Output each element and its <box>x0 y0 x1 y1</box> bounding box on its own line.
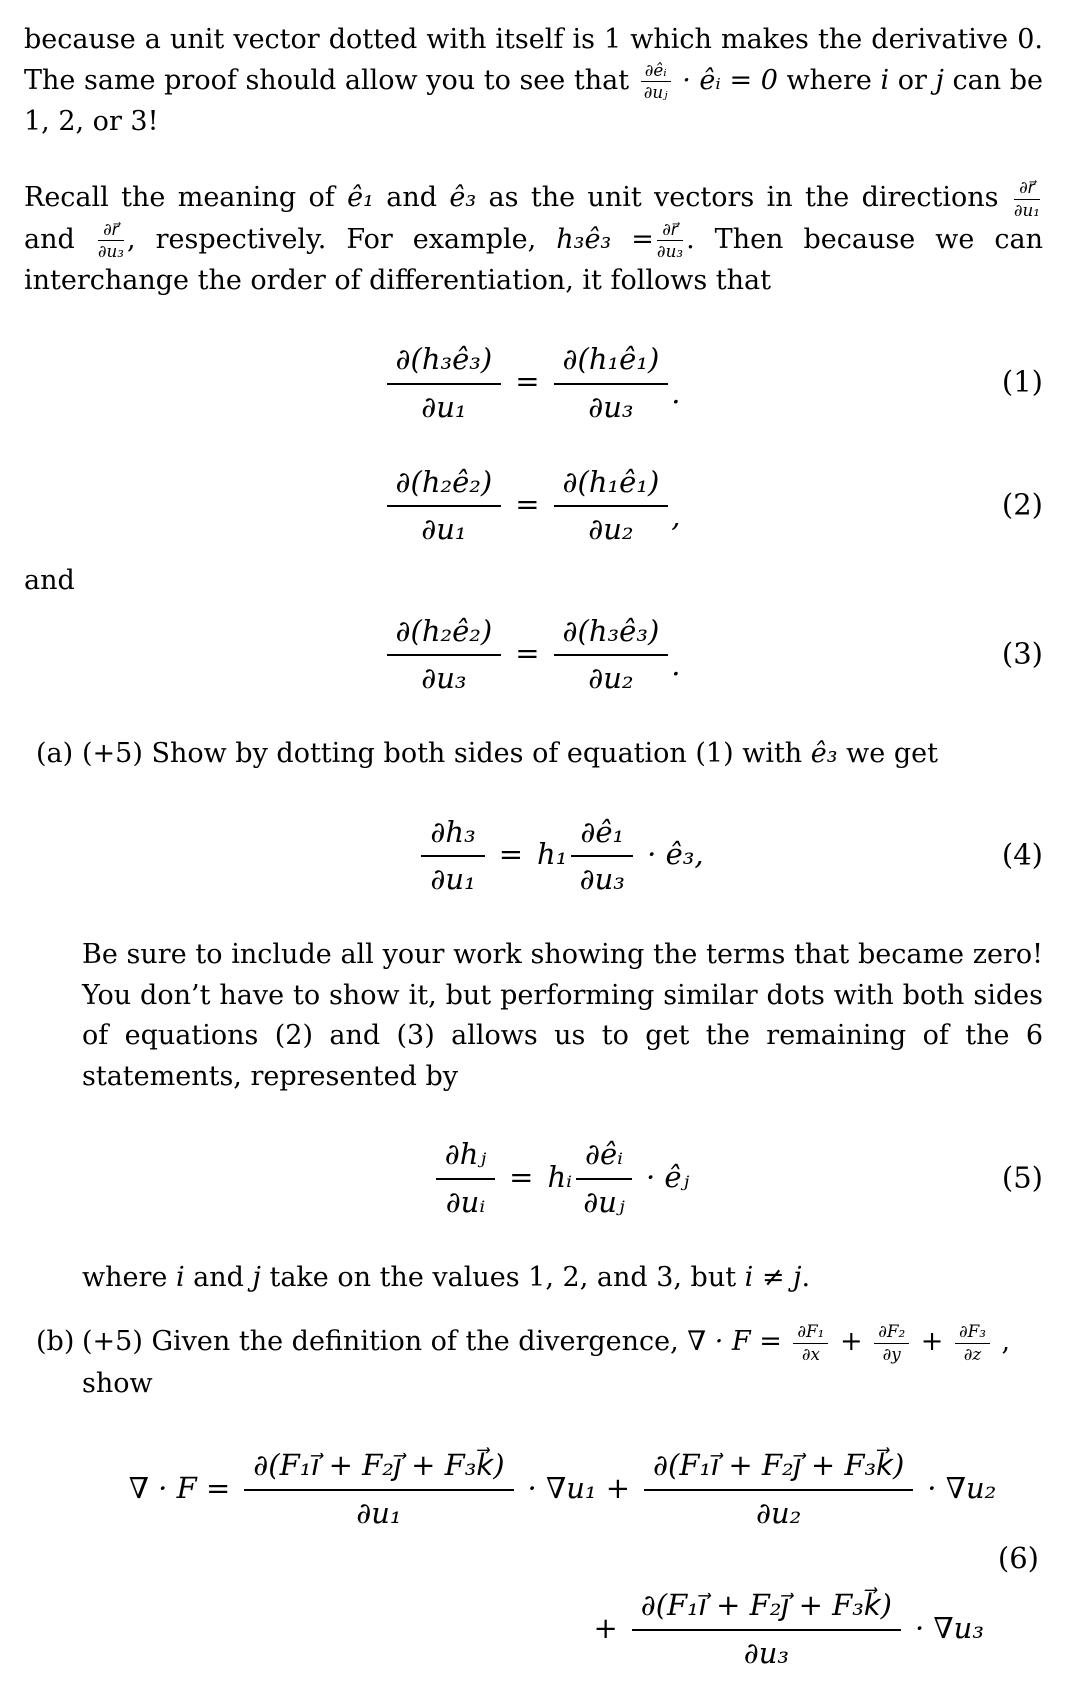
math-var-j: j <box>935 64 944 96</box>
equals-sign: = <box>515 636 540 671</box>
punctuation: , <box>671 499 681 534</box>
item-b <box>24 1322 1043 1677</box>
fraction <box>421 813 484 898</box>
item-a <box>24 734 1043 1312</box>
text: because a unit vector dotted with itself is 1 which makes the derivative 0. The same proof should allow you to see that <box>24 24 1043 96</box>
fraction <box>554 463 669 548</box>
math-tail: · êⱼ <box>645 1159 690 1194</box>
equation-number: (1) <box>1001 364 1043 399</box>
fraction-numerator: ∂F₁ <box>793 1322 828 1343</box>
text: and <box>184 1261 253 1293</box>
equation-3 <box>24 612 1043 697</box>
math-var-j: j <box>252 1261 261 1293</box>
fraction-denominator: ∂uⱼ <box>643 81 668 102</box>
math-lhs: ∇ · F = <box>128 1470 231 1505</box>
fraction-numerator: ∂(h₂ê₂) <box>387 612 502 657</box>
plus-sign: + <box>593 1610 618 1645</box>
item-a-body: Be sure to include all your work showing the terms that became zero! You don’t have to show it, but performing similar dots with both sides of equations (2) and (3) allows us to get the remaining of the 6 statements, represented by <box>82 939 1043 1092</box>
fraction-denominator: ∂u₃ <box>743 1636 790 1671</box>
item-a-where <box>82 1258 1043 1299</box>
fraction <box>387 463 502 548</box>
text: and <box>24 224 95 256</box>
equation-6-row-2 <box>82 1586 1043 1671</box>
fraction-denominator: ∂x <box>801 1343 820 1364</box>
math-tail: · ê₃, <box>647 837 704 872</box>
fraction-numerator: ∂ê₁ <box>571 813 633 858</box>
fraction <box>387 612 502 697</box>
coefficient: h₁ <box>537 837 568 872</box>
equals-sign: = <box>509 1159 534 1194</box>
fraction-denominator: ∂u₃ <box>97 241 124 262</box>
fraction-denominator: ∂u₁ <box>356 1496 402 1531</box>
equals-sign: = <box>515 487 540 522</box>
fraction-denominator: ∂u₁ <box>1013 199 1040 220</box>
fraction-denominator: ∂uᵢ <box>445 1185 486 1220</box>
fraction-numerator: ∂êᵢ <box>641 61 671 82</box>
text: (+5) Given the definition of the divergence, <box>82 1326 688 1358</box>
fraction-denominator: ∂u₃ <box>588 389 634 424</box>
inline-fraction <box>955 1322 990 1363</box>
fraction-denominator: ∂u₃ <box>656 241 684 262</box>
paragraph-2 <box>24 178 1043 301</box>
fraction <box>387 340 502 425</box>
text: show <box>82 1367 153 1399</box>
fraction-denominator: ∂uⱼ <box>583 1185 625 1220</box>
math-e3: ê₃ <box>449 182 477 214</box>
inline-fraction <box>98 220 124 261</box>
text: we get <box>837 738 938 770</box>
item-a-content <box>82 734 1043 1312</box>
fraction-numerator: ∂r⃗ <box>1014 178 1040 199</box>
text: take on the values 1, 2, and 3, but <box>260 1261 745 1293</box>
fraction-numerator: ∂r⃗ <box>98 220 124 241</box>
equation-2 <box>24 463 1043 548</box>
fraction-numerator: ∂r⃗ <box>657 220 683 241</box>
equation-5 <box>82 1135 1043 1220</box>
inline-fraction <box>1014 178 1040 219</box>
text: , <box>992 1326 1011 1358</box>
inline-fraction <box>657 220 683 261</box>
fraction-numerator: ∂(F₁i⃗ + F₂j⃗ + F₃k⃗) <box>244 1446 513 1491</box>
punctuation: . <box>671 376 681 411</box>
math-expression: i ≠ j <box>744 1261 802 1293</box>
math-expression: h₃ê₃ = <box>556 224 654 256</box>
paragraph-1 <box>24 20 1043 142</box>
equation-1 <box>24 340 1043 425</box>
fraction <box>244 1446 513 1531</box>
math-operator: · ∇u₂ <box>927 1470 997 1505</box>
equation-number: (4) <box>1001 837 1043 872</box>
inline-fraction <box>793 1322 828 1363</box>
math-operator: · ∇u₁ + <box>527 1470 631 1505</box>
fraction <box>632 1586 901 1671</box>
inline-fraction <box>874 1322 909 1363</box>
fraction-denominator: ∂u₁ <box>430 862 476 897</box>
fraction-numerator: ∂F₂ <box>874 1322 909 1343</box>
fraction-denominator: ∂u₂ <box>588 661 634 696</box>
punctuation: . <box>671 648 681 683</box>
equation-number: (3) <box>1001 636 1043 671</box>
math-expression: · êᵢ = 0 <box>673 64 778 96</box>
text: can be 1, 2, or 3! <box>24 64 1044 137</box>
inline-fraction <box>641 61 671 102</box>
equals-sign: = <box>515 364 540 399</box>
plus-sign: + <box>912 1326 952 1358</box>
text: or <box>889 64 936 96</box>
fraction-numerator: ∂h₃ <box>421 813 484 858</box>
fraction <box>436 1135 495 1220</box>
math-var-i: i <box>175 1261 185 1293</box>
item-b-intro <box>82 1322 1043 1404</box>
fraction-denominator: ∂u₁ <box>421 389 467 424</box>
equation-6-row-1 <box>82 1446 1043 1531</box>
fraction <box>644 1446 913 1531</box>
text: (+5) Show by dotting both sides of equation (1) with <box>82 738 811 770</box>
connector-text: and <box>24 565 75 597</box>
equals-sign: = <box>498 837 524 872</box>
math-divergence: ∇ · F = <box>687 1326 791 1358</box>
text: as the unit vectors in the directions <box>476 182 1011 214</box>
fraction-numerator: ∂(h₃ê₃) <box>387 340 502 385</box>
fraction-denominator: ∂y <box>882 1343 901 1364</box>
fraction-numerator: ∂(h₁ê₁) <box>554 463 669 508</box>
fraction-denominator: ∂z <box>963 1343 982 1364</box>
fraction-numerator: ∂(F₁i⃗ + F₂j⃗ + F₃k⃗) <box>632 1586 901 1631</box>
equation-number: (2) <box>1001 487 1043 522</box>
fraction-denominator: ∂u₃ <box>421 661 467 696</box>
text: where <box>82 1261 176 1293</box>
equation-6 <box>82 1446 1043 1671</box>
equation-number: (5) <box>1001 1159 1043 1194</box>
fraction <box>571 813 633 898</box>
fraction-denominator: ∂u₁ <box>421 512 467 547</box>
text: . <box>801 1261 811 1293</box>
fraction-numerator: ∂(h₁ê₁) <box>554 340 669 385</box>
text: and <box>373 182 450 214</box>
item-b-marker: (b) <box>36 1326 75 1358</box>
plus-sign: + <box>831 1326 872 1358</box>
fraction <box>576 1135 632 1220</box>
fraction-numerator: ∂F₃ <box>955 1322 990 1343</box>
fraction <box>554 612 669 697</box>
fraction-denominator: ∂u₂ <box>756 1496 802 1531</box>
text: . Then because we can interchange the order of differentiation, it follows that <box>24 224 1043 297</box>
item-a-marker: (a) <box>36 738 74 770</box>
item-a-intro <box>82 734 1043 775</box>
fraction-numerator: ∂(h₂ê₂) <box>387 463 502 508</box>
text: Recall the meaning of <box>24 182 348 214</box>
fraction-numerator: ∂(h₃ê₃) <box>554 612 669 657</box>
item-b-content <box>82 1322 1043 1677</box>
math-e1: ê₁ <box>347 182 374 214</box>
coefficient: hᵢ <box>547 1159 572 1194</box>
fraction <box>554 340 669 425</box>
fraction-numerator: ∂(F₁i⃗ + F₂j⃗ + F₃k⃗) <box>644 1446 913 1491</box>
fraction-numerator: ∂hⱼ <box>436 1135 495 1180</box>
math-e3: ê₃ <box>810 738 838 770</box>
fraction-numerator: ∂êᵢ <box>576 1135 632 1180</box>
text: where <box>777 64 881 96</box>
fraction-denominator: ∂u₃ <box>579 862 625 897</box>
math-operator: · ∇u₃ <box>915 1610 984 1645</box>
equation-4 <box>82 813 1043 898</box>
math-var-i: i <box>880 64 890 96</box>
text: , respectively. For example, <box>126 224 557 256</box>
equation-number: (6) <box>997 1540 1039 1575</box>
fraction-denominator: ∂u₂ <box>588 512 634 547</box>
